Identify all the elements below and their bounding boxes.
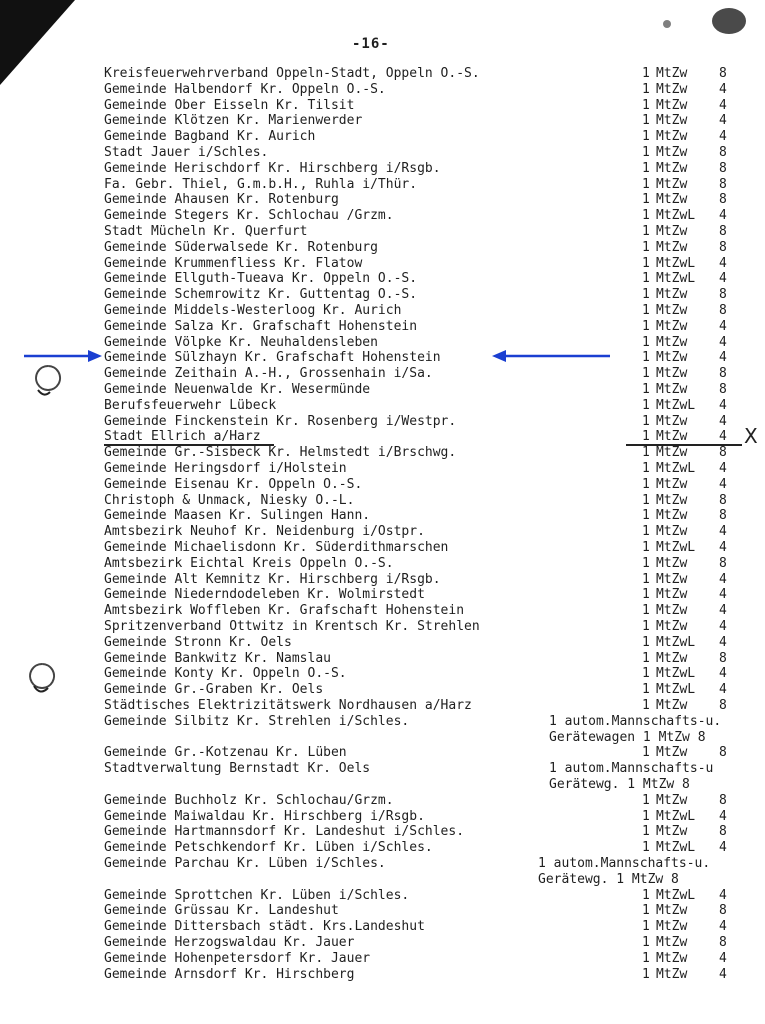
entry-name: Gemeinde Konty Kr. Oppeln O.-S. <box>104 666 347 682</box>
entry-quantity: 1 <box>642 571 650 587</box>
entry-number: 4 <box>719 619 727 634</box>
entry-vehicle-type: MtZw <box>656 445 688 461</box>
entry-name: Gemeinde Bagband Kr. Aurich <box>104 129 316 145</box>
list-item <box>0 445 765 461</box>
entry-number: 8 <box>719 176 727 192</box>
entry-name: Gemeinde Klötzen Kr. Marienwerder <box>104 113 363 129</box>
entry-number: 4 <box>719 318 727 334</box>
entry-quantity: 1 <box>642 145 650 160</box>
entry-name: Gemeinde Herzogswaldau Kr. Jauer <box>104 935 355 950</box>
list-item <box>0 951 765 967</box>
entry-name: Gemeinde Ober Eisseln Kr. Tilsit <box>104 97 355 113</box>
entry-vehicle-type: MtZw <box>656 287 688 303</box>
entry-vehicle-type: MtZw <box>656 318 688 334</box>
list-item <box>0 303 765 319</box>
entry-name: Gemeinde Niederndodeleben Kr. Wolmirstedt <box>104 587 425 603</box>
entry-vehicle-type: MtZw <box>656 129 688 145</box>
entry-quantity: 1 <box>642 950 650 966</box>
entry-vehicle-type: MtZw <box>656 145 688 160</box>
entry-name: Gemeinde Stronn Kr. Oels <box>104 634 292 650</box>
entry-quantity: 1 <box>642 445 650 461</box>
list-item <box>0 177 765 193</box>
entry-vehicle-type: MtZw <box>656 571 688 587</box>
punch-hole-top <box>28 362 68 402</box>
cross-mark: X <box>744 424 758 448</box>
list-item <box>0 872 765 888</box>
list-item <box>0 113 765 129</box>
entry-quantity: 1 <box>642 334 650 350</box>
entry-quantity: 1 <box>642 508 650 524</box>
entry-quantity: 1 <box>642 745 650 761</box>
entry-name: Städtisches Elektrizitätswerk Nordhausen a/Harz <box>104 698 472 713</box>
entry-name: Gemeinde Gr.-Graben Kr. Oels <box>104 682 324 698</box>
right-arrow-marker <box>492 349 610 363</box>
list-item <box>0 793 765 809</box>
entry-quantity: 1 <box>642 303 650 318</box>
list-item <box>0 666 765 682</box>
entry-number: 8 <box>719 745 727 761</box>
list-item <box>0 540 765 556</box>
entry-vehicle-type: MtZw <box>656 81 688 97</box>
entry-quantity: 1 <box>642 397 650 413</box>
list-item <box>0 319 765 335</box>
entry-name: Gemeinde Ahausen Kr. Rotenburg <box>104 192 339 208</box>
list-item <box>0 682 765 698</box>
entry-number: 4 <box>719 840 727 856</box>
entry-name: Gemeinde Gr.-Sisbeck Kr. Helmstedt i/Brschwg. <box>104 445 457 461</box>
entry-note: 1 autom.Mannschafts-u <box>549 761 714 777</box>
entry-name: Gemeinde Eisenau Kr. Oppeln O.-S. <box>104 476 363 492</box>
entry-quantity: 1 <box>642 318 650 334</box>
entry-number: 8 <box>719 903 727 919</box>
entry-name: Gemeinde Dittersbach städt. Krs.Landeshut <box>104 919 425 935</box>
entry-quantity: 1 <box>642 129 650 145</box>
list-item <box>0 382 765 398</box>
entry-quantity: 1 <box>642 461 650 476</box>
entry-vehicle-type: MtZwL <box>656 271 696 287</box>
entry-number: 8 <box>719 650 727 666</box>
list-item <box>0 98 765 114</box>
entry-vehicle-type: MtZw <box>656 745 688 761</box>
list-item <box>0 903 765 919</box>
entry-quantity: 1 <box>642 540 650 555</box>
entry-vehicle-type: MtZw <box>656 366 688 382</box>
entry-quantity: 1 <box>642 81 650 97</box>
entry-vehicle-type: MtZw <box>656 966 688 982</box>
list-item <box>0 145 765 161</box>
entry-name: Gemeinde Gr.-Kotzenau Kr. Lüben <box>104 745 347 761</box>
entry-quantity: 1 <box>642 966 650 982</box>
entry-number: 8 <box>719 192 727 208</box>
entry-vehicle-type: MtZwL <box>656 682 696 698</box>
entry-vehicle-type: MtZw <box>656 524 688 540</box>
entry-number: 4 <box>719 524 727 540</box>
entry-vehicle-type: MtZwL <box>656 461 696 476</box>
entry-name: Stadt Jauer i/Schles. <box>104 145 269 160</box>
entry-quantity: 1 <box>642 555 650 571</box>
entry-vehicle-type: MtZwL <box>656 840 696 856</box>
entry-name: Gemeinde Krummenfliess Kr. Flatow <box>104 255 363 271</box>
entry-number: 4 <box>719 334 727 350</box>
list-item <box>0 840 765 856</box>
entry-number: 4 <box>719 397 727 413</box>
entry-name: Gemeinde Buchholz Kr. Schlochau/Grzm. <box>104 792 394 808</box>
entry-number: 8 <box>719 792 727 808</box>
list-item <box>0 777 765 793</box>
entry-vehicle-type: MtZwL <box>656 666 696 682</box>
entry-number: 4 <box>719 476 727 492</box>
entry-name: Gemeinde Maasen Kr. Sulingen Hann. <box>104 508 371 524</box>
list-item <box>0 745 765 761</box>
entry-quantity: 1 <box>642 429 650 445</box>
entry-name: Gemeinde Bankwitz Kr. Namslau <box>104 650 331 666</box>
entry-number: 4 <box>719 966 727 982</box>
entry-number: 4 <box>719 255 727 271</box>
entry-vehicle-type: MtZw <box>656 698 688 713</box>
list-item <box>0 856 765 872</box>
entry-name: Gemeinde Sprottchen Kr. Lüben i/Schles. <box>104 887 410 903</box>
entry-quantity: 1 <box>642 208 650 224</box>
list-item <box>0 809 765 825</box>
list-item <box>0 698 765 714</box>
entry-quantity: 1 <box>642 413 650 429</box>
entry-number: 8 <box>719 224 727 239</box>
entry-vehicle-type: MtZw <box>656 303 688 318</box>
entry-number: 8 <box>719 366 727 382</box>
entry-name: Amtsbezirk Neuhof Kr. Neidenburg i/Ostpr. <box>104 524 425 540</box>
entry-number: 4 <box>719 634 727 650</box>
entry-vehicle-type: MtZw <box>656 382 688 397</box>
list-item <box>0 350 765 366</box>
entry-vehicle-type: MtZw <box>656 603 688 619</box>
entry-quantity: 1 <box>642 919 650 935</box>
entry-quantity: 1 <box>642 66 650 81</box>
list-item <box>0 603 765 619</box>
list-item <box>0 919 765 935</box>
entry-number: 8 <box>719 445 727 461</box>
entry-name: Gemeinde Petschkendorf Kr. Lüben i/Schles. <box>104 840 433 856</box>
entry-name: Gemeinde Silbitz Kr. Strehlen i/Schles. <box>104 713 410 729</box>
entry-vehicle-type: MtZwL <box>656 255 696 271</box>
entry-name: Gemeinde Hohenpetersdorf Kr. Jauer <box>104 950 371 966</box>
list-item <box>0 271 765 287</box>
entry-quantity: 1 <box>642 603 650 619</box>
entry-quantity: 1 <box>642 255 650 271</box>
entry-vehicle-type: MtZwL <box>656 808 696 824</box>
entry-vehicle-type: MtZw <box>656 413 688 429</box>
entry-number: 8 <box>719 145 727 160</box>
entry-name: Gemeinde Alt Kemnitz Kr. Hirschberg i/Rsgb. <box>104 571 441 587</box>
entry-quantity: 1 <box>642 808 650 824</box>
list-item <box>0 256 765 272</box>
entry-name: Amtsbezirk Woffleben Kr. Grafschaft Hohenstein <box>104 603 465 619</box>
list-item <box>0 619 765 635</box>
entry-vehicle-type: MtZwL <box>656 634 696 650</box>
entry-quantity: 1 <box>642 382 650 397</box>
entry-number: 4 <box>719 666 727 682</box>
list-item <box>0 888 765 904</box>
list-item <box>0 967 765 983</box>
entry-number: 4 <box>719 540 727 555</box>
underline-right <box>626 444 742 446</box>
list-item <box>0 824 765 840</box>
list-item <box>0 366 765 382</box>
entry-number: 8 <box>719 239 727 255</box>
list-item <box>0 935 765 951</box>
list-item <box>0 635 765 651</box>
entry-name: Stadtverwaltung Bernstadt Kr. Oels <box>104 761 371 777</box>
entry-quantity: 1 <box>642 239 650 255</box>
list-item <box>0 335 765 351</box>
list-item <box>0 398 765 414</box>
entry-quantity: 1 <box>642 587 650 603</box>
entry-vehicle-type: MtZw <box>656 350 688 366</box>
entry-vehicle-type: MtZw <box>656 97 688 113</box>
entry-name: Berufsfeuerwehr Lübeck <box>104 397 277 413</box>
entry-name: Gemeinde Schemrowitz Kr. Guttentag O.-S. <box>104 287 418 303</box>
entry-vehicle-type: MtZw <box>656 903 688 919</box>
entry-vehicle-type: MtZw <box>656 935 688 950</box>
entry-vehicle-type: MtZw <box>656 555 688 571</box>
entry-number: 8 <box>719 492 727 508</box>
entry-note: 1 autom.Mannschafts-u. <box>538 856 711 871</box>
entry-name: Gemeinde Maiwaldau Kr. Hirschberg i/Rsgb. <box>104 808 425 824</box>
list-item <box>0 129 765 145</box>
entry-name: Amtsbezirk Eichtal Kreis Oppeln O.-S. <box>104 555 394 571</box>
entry-name: Gemeinde Middels-Westerloog Kr. Aurich <box>104 303 402 318</box>
entry-vehicle-type: MtZw <box>656 160 688 176</box>
entry-number: 4 <box>719 887 727 903</box>
entry-note: Gerätewg. 1 MtZw 8 <box>549 777 690 792</box>
entry-vehicle-type: MtZw <box>656 334 688 350</box>
entry-vehicle-type: MtZwL <box>656 208 696 224</box>
list-item <box>0 572 765 588</box>
ink-smudge <box>712 8 746 34</box>
entry-quantity: 1 <box>642 492 650 508</box>
entry-number: 4 <box>719 587 727 603</box>
entry-quantity: 1 <box>642 903 650 919</box>
entry-vehicle-type: MtZw <box>656 113 688 129</box>
entry-vehicle-type: MtZw <box>656 824 688 840</box>
list-item <box>0 224 765 240</box>
entry-number: 8 <box>719 508 727 524</box>
entry-quantity: 1 <box>642 887 650 903</box>
entry-vehicle-type: MtZw <box>656 919 688 935</box>
list-item <box>0 651 765 667</box>
entry-quantity: 1 <box>642 935 650 950</box>
entry-vehicle-type: MtZw <box>656 192 688 208</box>
entry-quantity: 1 <box>642 650 650 666</box>
entry-quantity: 1 <box>642 682 650 698</box>
entry-name: Gemeinde Heringsdorf i/Holstein <box>104 461 347 476</box>
entry-number: 4 <box>719 413 727 429</box>
entry-number: 4 <box>719 350 727 366</box>
entry-vehicle-type: MtZw <box>656 224 688 239</box>
entry-number: 4 <box>719 950 727 966</box>
list-item <box>0 82 765 98</box>
entry-number: 4 <box>719 129 727 145</box>
entry-number: 8 <box>719 303 727 318</box>
list-item <box>0 208 765 224</box>
entry-quantity: 1 <box>642 698 650 713</box>
entry-name: Gemeinde Salza Kr. Grafschaft Hohenstein <box>104 318 418 334</box>
entry-number: 4 <box>719 808 727 824</box>
entry-name: Gemeinde Herischdorf Kr. Hirschberg i/Rsgb. <box>104 160 441 176</box>
entry-vehicle-type: MtZw <box>656 508 688 524</box>
entry-number: 4 <box>719 682 727 698</box>
entry-name: Gemeinde Ellguth-Tueava Kr. Oppeln O.-S. <box>104 271 418 287</box>
entry-name: Gemeinde Stegers Kr. Schlochau /Grzm. <box>104 208 394 224</box>
entry-name: Gemeinde Sülzhayn Kr. Grafschaft Hohenstein <box>104 350 441 366</box>
entry-number: 4 <box>719 97 727 113</box>
entry-vehicle-type: MtZw <box>656 176 688 192</box>
punch-hole-bottom <box>22 660 62 700</box>
list-item <box>0 429 765 445</box>
list-item <box>0 730 765 746</box>
entry-note: 1 autom.Mannschafts-u. <box>549 713 722 729</box>
entry-quantity: 1 <box>642 160 650 176</box>
list-item <box>0 287 765 303</box>
list-item <box>0 524 765 540</box>
entry-name: Christoph & Unmack, Niesky O.-L. <box>104 492 355 508</box>
entry-quantity: 1 <box>642 271 650 287</box>
entry-number: 4 <box>719 271 727 287</box>
list-item <box>0 587 765 603</box>
entry-quantity: 1 <box>642 524 650 540</box>
entry-number: 4 <box>719 208 727 224</box>
entry-name: Gemeinde Michaelisdonn Kr. Süderdithmarschen <box>104 540 449 555</box>
entry-name: Gemeinde Neuenwalde Kr. Wesermünde <box>104 382 371 397</box>
entry-number: 4 <box>719 919 727 935</box>
list-item <box>0 761 765 777</box>
page-number: -16- <box>352 36 390 52</box>
entry-name: Gemeinde Zeithain A.-H., Grossenhain i/Sa. <box>104 366 433 382</box>
entry-quantity: 1 <box>642 192 650 208</box>
list-item <box>0 66 765 82</box>
list-item <box>0 493 765 509</box>
entry-number: 4 <box>719 113 727 129</box>
underline-left <box>104 444 274 446</box>
entry-name: Gemeinde Arnsdorf Kr. Hirschberg <box>104 966 355 982</box>
list-item <box>0 192 765 208</box>
entry-note: Gerätewg. 1 MtZw 8 <box>538 871 679 887</box>
list-item <box>0 508 765 524</box>
entry-quantity: 1 <box>642 824 650 840</box>
entry-quantity: 1 <box>642 666 650 682</box>
left-arrow-marker <box>24 349 104 363</box>
entry-name: Stadt Mücheln Kr. Querfurt <box>104 224 308 239</box>
entry-number: 4 <box>719 571 727 587</box>
entry-name: Gemeinde Finckenstein Kr. Rosenberg i/Westpr. <box>104 413 457 429</box>
entry-quantity: 1 <box>642 350 650 366</box>
entry-number: 8 <box>719 66 727 81</box>
entry-name: Gemeinde Süderwalsede Kr. Rotenburg <box>104 239 378 255</box>
ink-speck <box>663 20 671 28</box>
entry-quantity: 1 <box>642 224 650 239</box>
entry-vehicle-type: MtZw <box>656 792 688 808</box>
entry-vehicle-type: MtZw <box>656 429 688 445</box>
entry-number: 8 <box>719 935 727 950</box>
entry-vehicle-type: MtZw <box>656 239 688 255</box>
entry-vehicle-type: MtZw <box>656 650 688 666</box>
entry-quantity: 1 <box>642 97 650 113</box>
entry-name: Gemeinde Völpke Kr. Neuhaldensleben <box>104 334 378 350</box>
entry-vehicle-type: MtZwL <box>656 887 696 903</box>
list-item <box>0 414 765 430</box>
entry-number: 8 <box>719 287 727 303</box>
entry-name: Stadt Ellrich a/Harz <box>104 429 261 445</box>
list-item <box>0 461 765 477</box>
entry-vehicle-type: MtZw <box>656 66 688 81</box>
entry-name: Kreisfeuerwehrverband Oppeln-Stadt, Oppeln O.-S. <box>104 66 480 81</box>
entry-vehicle-type: MtZw <box>656 587 688 603</box>
entry-vehicle-type: MtZwL <box>656 540 696 555</box>
entry-vehicle-type: MtZw <box>656 950 688 966</box>
entry-number: 4 <box>719 603 727 619</box>
entry-number: 8 <box>719 824 727 840</box>
entry-number: 8 <box>719 698 727 713</box>
entry-name: Gemeinde Halbendorf Kr. Oppeln O.-S. <box>104 81 386 97</box>
entry-vehicle-type: MtZw <box>656 619 688 634</box>
entry-quantity: 1 <box>642 634 650 650</box>
entry-note: Gerätewagen 1 MtZw 8 <box>549 729 706 745</box>
entry-name: Gemeinde Parchau Kr. Lüben i/Schles. <box>104 856 386 871</box>
list-item <box>0 240 765 256</box>
entry-quantity: 1 <box>642 366 650 382</box>
entry-number: 8 <box>719 160 727 176</box>
list-item <box>0 556 765 572</box>
entry-number: 8 <box>719 555 727 571</box>
entry-vehicle-type: MtZw <box>656 492 688 508</box>
entry-vehicle-type: MtZwL <box>656 397 696 413</box>
entry-vehicle-type: MtZw <box>656 476 688 492</box>
entry-quantity: 1 <box>642 476 650 492</box>
list-item <box>0 161 765 177</box>
entry-name: Spritzenverband Ottwitz in Krentsch Kr. Strehlen <box>104 619 480 634</box>
entry-number: 4 <box>719 81 727 97</box>
entry-quantity: 1 <box>642 287 650 303</box>
entry-quantity: 1 <box>642 113 650 129</box>
entry-quantity: 1 <box>642 176 650 192</box>
entry-name: Gemeinde Grüssau Kr. Landeshut <box>104 903 339 919</box>
entry-quantity: 1 <box>642 619 650 634</box>
entry-quantity: 1 <box>642 840 650 856</box>
list-item <box>0 477 765 493</box>
entry-number: 8 <box>719 382 727 397</box>
entry-quantity: 1 <box>642 792 650 808</box>
entry-number: 4 <box>719 461 727 476</box>
list-item <box>0 714 765 730</box>
entry-name: Gemeinde Hartmannsdorf Kr. Landeshut i/Schles. <box>104 824 465 840</box>
entry-name: Fa. Gebr. Thiel, G.m.b.H., Ruhla i/Thür. <box>104 176 418 192</box>
entry-number: 4 <box>719 429 727 445</box>
